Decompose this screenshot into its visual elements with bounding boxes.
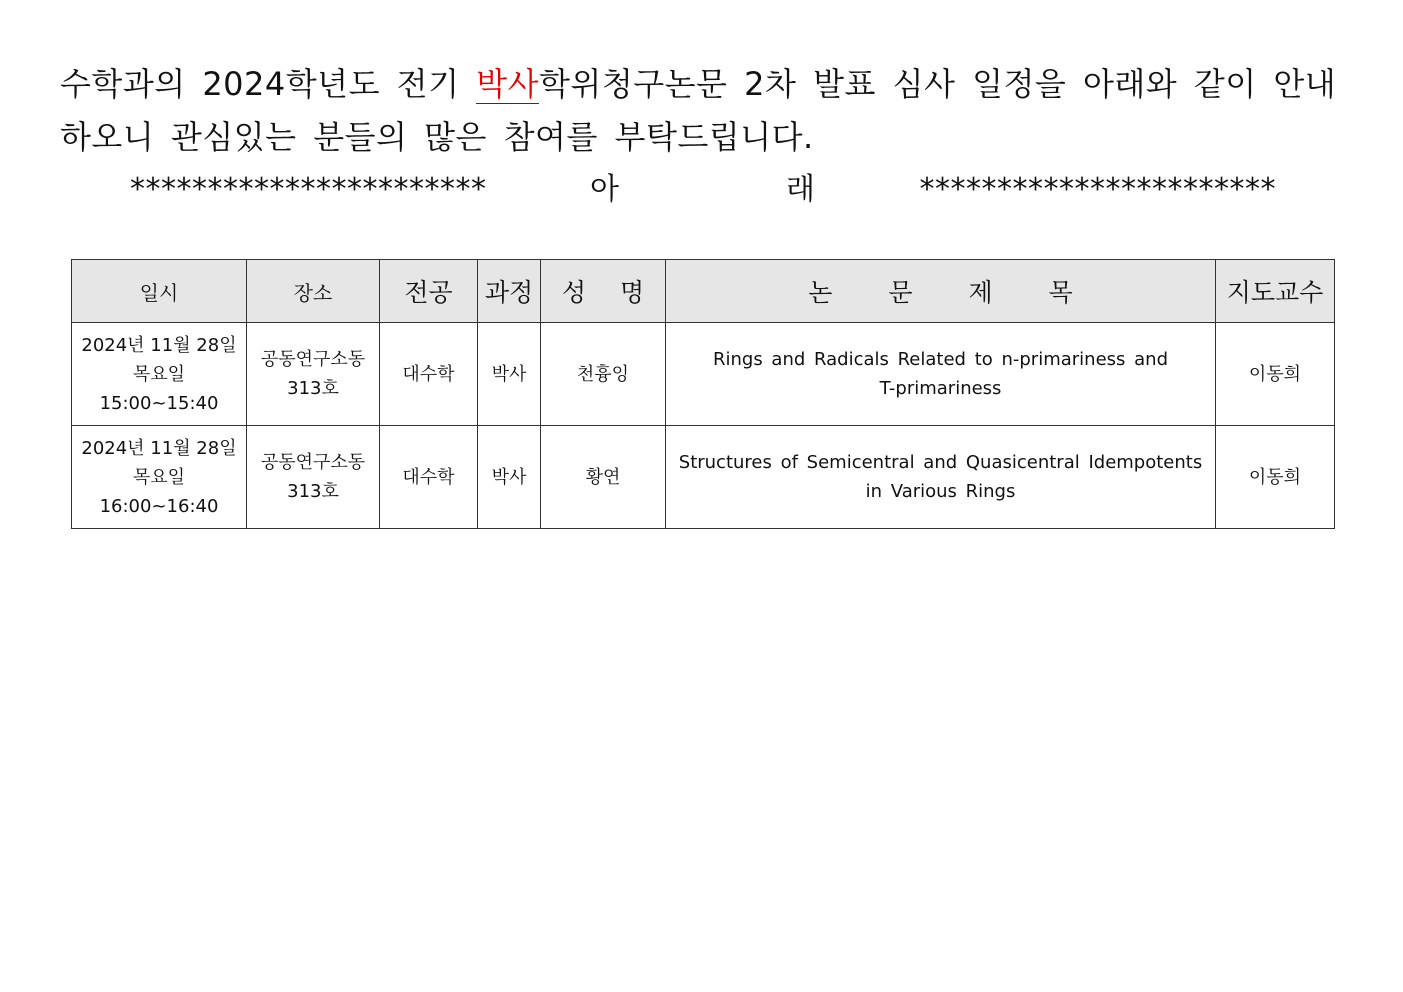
cell-place [247, 323, 380, 426]
cell-student-name: 황연 [541, 426, 666, 529]
cell-time: 16:00~16:40 [99, 495, 219, 517]
header-course: 과정 [478, 260, 541, 323]
cell-student-name: 천흉잉 [541, 323, 666, 426]
cell-datetime [72, 323, 247, 426]
cell-weekday: 목요일 [132, 466, 186, 488]
cell-place-room: 313호 [287, 481, 339, 502]
cell-datetime [72, 426, 247, 529]
banner-char-1: 아 [590, 172, 619, 207]
schedule-table [71, 259, 1335, 529]
intro-part1: 수학과의 2024학년도 전기 [60, 65, 477, 103]
cell-thesis-title: Structures of Semicentral and Quasicentral Idempotents in Various Rings [666, 426, 1216, 529]
cell-thesis-title: Rings and Radicals Related to n-primariness and T-primariness [666, 323, 1216, 426]
banner-char-2: 래 [786, 172, 815, 207]
cell-place [247, 426, 380, 529]
cell-date: 2024년 11월 28일 [81, 437, 237, 459]
cell-advisor: 이동희 [1216, 426, 1335, 529]
table-header-row [72, 260, 1335, 323]
cell-course: 박사 [478, 323, 541, 426]
intro-part2: 학위청구논문 2차 발표 심사 일정을 아래와 같이 안내하오니 관심있는 분들의 많은 참여를 부탁드립니다. [60, 65, 1337, 156]
notice-banner [130, 170, 1276, 210]
header-advisor: 지도교수 [1216, 260, 1335, 323]
banner-left-stars: *********************** [130, 172, 487, 207]
banner-right-stars: *********************** [919, 172, 1276, 207]
header-thesis-title: 논 문 제 목 [666, 260, 1216, 323]
cell-place-building: 공동연구소동 [260, 349, 366, 370]
cell-major: 대수학 [380, 426, 478, 529]
cell-major: 대수학 [380, 323, 478, 426]
cell-place-room: 313호 [287, 378, 339, 399]
header-name: 성 명 [541, 260, 666, 323]
header-place: 장소 [247, 260, 380, 323]
header-major: 전공 [380, 260, 478, 323]
announcement-text [60, 58, 1340, 164]
cell-weekday: 목요일 [132, 363, 186, 385]
intro-highlight: 박사 [476, 65, 539, 103]
header-datetime: 일시 [72, 260, 247, 323]
cell-time: 15:00~15:40 [99, 392, 219, 414]
table-row [72, 323, 1335, 426]
cell-course: 박사 [478, 426, 541, 529]
table-row [72, 426, 1335, 529]
cell-advisor: 이동희 [1216, 323, 1335, 426]
cell-place-building: 공동연구소동 [260, 452, 366, 473]
cell-date: 2024년 11월 28일 [81, 334, 237, 356]
